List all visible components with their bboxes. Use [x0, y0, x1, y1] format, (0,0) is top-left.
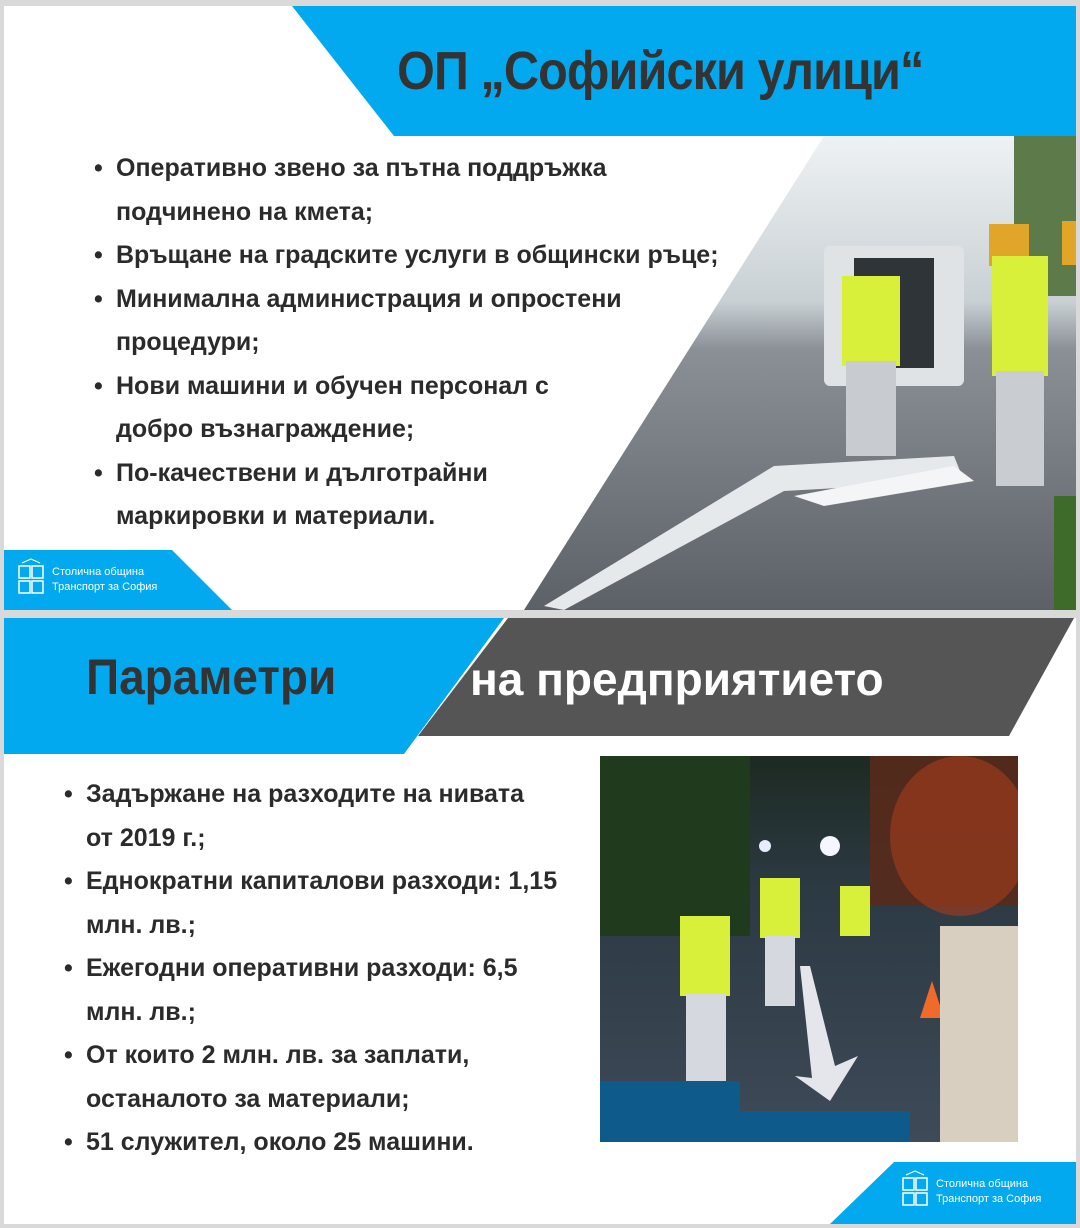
night-road-works-photo: [600, 756, 1018, 1142]
slide-enterprise-parameters: [4, 618, 1076, 1224]
features-list: [94, 147, 814, 539]
list-item: • От които 2 млн. лв. за заплати, останалото за материали;: [64, 1034, 576, 1121]
list-item: • Задържане на разходите на нивата от 2019 г.;: [64, 773, 526, 860]
slide-sofia-streets: [4, 6, 1076, 610]
list-item: • По-качествени и дълготрайни маркировки и материали.: [94, 452, 586, 539]
list-item: • Оперативно звено за пътна поддръжка подчинено на кмета;: [94, 147, 716, 234]
logo-line1: Столична община: [936, 1178, 1029, 1190]
municipality-coat-of-arms-icon: [900, 1170, 930, 1212]
parameters-list: [64, 773, 594, 1165]
list-item: • Минимална администрация и опростени процедури;: [94, 278, 716, 365]
municipality-coat-of-arms-icon: [16, 558, 46, 600]
list-item: • 51 служител, около 25 машини.: [64, 1121, 606, 1165]
logo-line1: Столична община: [52, 566, 145, 578]
list-item: • Нови машини и обучен персонал с добро възнаграждение;: [94, 365, 596, 452]
slide-title: ОП „Софийски улици“: [397, 41, 924, 101]
logo-line2: Транспорт за София: [936, 1193, 1042, 1205]
slide-title-part1: Параметри: [86, 649, 337, 705]
list-item: • Ежегодни оперативни разходи: 6,5 млн. лв.;: [64, 947, 576, 1034]
slide-title-part2: на предприятието: [470, 653, 884, 705]
list-item: • Еднократни капиталови разходи: 1,15 млн. лв.;: [64, 860, 606, 947]
list-item: • Връщане на градските услуги в общински ръце;: [94, 234, 836, 278]
logo-line2: Транспорт за София: [52, 581, 158, 593]
